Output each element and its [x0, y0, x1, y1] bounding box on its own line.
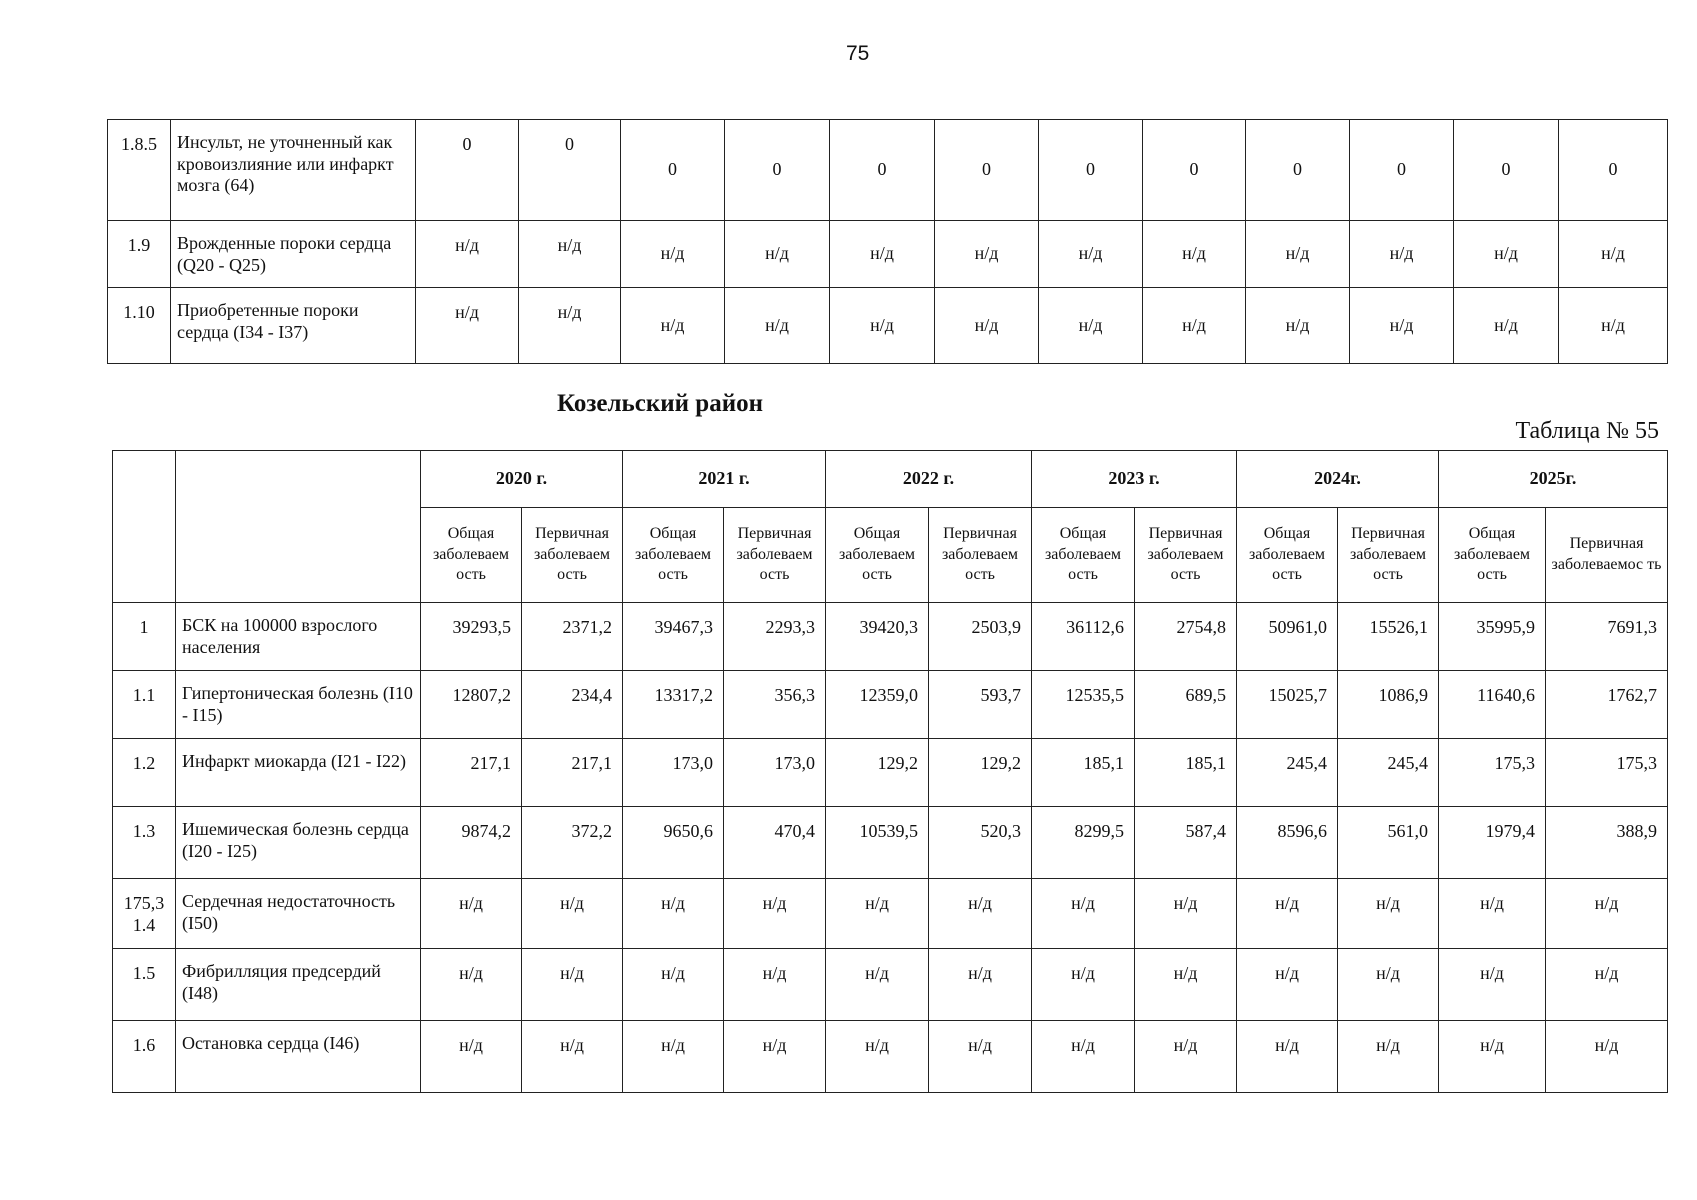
previous-table-continuation — [107, 119, 1668, 364]
value-cell: 245,4 — [1338, 739, 1439, 807]
value-cell: 587,4 — [1135, 807, 1237, 879]
value-cell: 15526,1 — [1338, 603, 1439, 671]
year-header: 2021 г. — [623, 451, 826, 508]
value-cell: н/д — [1439, 949, 1546, 1021]
year-header: 2020 г. — [421, 451, 623, 508]
value-cell: н/д — [1350, 288, 1454, 364]
value-cell: 185,1 — [1032, 739, 1135, 807]
value-cell: н/д — [1143, 221, 1246, 288]
value-cell: 39293,5 — [421, 603, 522, 671]
value-cell: 593,7 — [929, 671, 1032, 739]
value-cell: 2754,8 — [1135, 603, 1237, 671]
value-cell: 217,1 — [522, 739, 623, 807]
column-header: Первичная заболеваем ость — [1135, 508, 1237, 603]
value-cell: н/д — [1439, 1021, 1546, 1093]
value-cell: н/д — [724, 879, 826, 949]
value-cell: н/д — [725, 288, 830, 364]
value-cell: 356,3 — [724, 671, 826, 739]
year-header: 2025г. — [1439, 451, 1668, 508]
value-cell: н/д — [623, 949, 724, 1021]
value-cell: 12807,2 — [421, 671, 522, 739]
value-cell: 12359,0 — [826, 671, 929, 739]
table-row — [113, 1021, 1668, 1093]
row-number-cell: 1.6 — [113, 1021, 176, 1093]
row-number-cell: 1.2 — [113, 739, 176, 807]
value-cell: 689,5 — [1135, 671, 1237, 739]
value-cell: н/д — [623, 879, 724, 949]
value-cell: 129,2 — [826, 739, 929, 807]
value-cell: н/д — [1338, 949, 1439, 1021]
value-cell: н/д — [621, 288, 725, 364]
value-cell: н/д — [1350, 221, 1454, 288]
num-header-cell — [113, 451, 176, 603]
row-number-cell: 1 — [113, 603, 176, 671]
value-cell: 35995,9 — [1439, 603, 1546, 671]
table-row — [108, 221, 1668, 288]
table-row — [108, 120, 1668, 221]
value-cell: н/д — [1032, 1021, 1135, 1093]
row-name-cell: Приобретенные пороки сердца (I34 - I37) — [171, 288, 416, 364]
value-cell: 175,3 — [1546, 739, 1668, 807]
value-cell: н/д — [1039, 221, 1143, 288]
table-label: Таблица № 55 — [1515, 418, 1659, 444]
value-cell: н/д — [826, 1021, 929, 1093]
value-cell: н/д — [935, 221, 1039, 288]
value-cell: 0 — [1039, 120, 1143, 221]
year-header: 2024г. — [1237, 451, 1439, 508]
value-cell: 1979,4 — [1439, 807, 1546, 879]
section-title: Козельский район — [556, 390, 764, 417]
value-cell: 2503,9 — [929, 603, 1032, 671]
value-cell: 173,0 — [623, 739, 724, 807]
value-cell: н/д — [519, 288, 621, 364]
value-cell: н/д — [1338, 1021, 1439, 1093]
value-cell: 0 — [519, 120, 621, 221]
row-name-cell: Фибрилляция предсердий (I48) — [176, 949, 421, 1021]
value-cell: н/д — [826, 949, 929, 1021]
value-cell: 36112,6 — [1032, 603, 1135, 671]
value-cell: н/д — [1454, 288, 1559, 364]
value-cell: н/д — [929, 879, 1032, 949]
value-cell: н/д — [1032, 949, 1135, 1021]
column-header: Общая заболеваем ость — [1032, 508, 1135, 603]
value-cell: 470,4 — [724, 807, 826, 879]
value-cell: н/д — [1135, 879, 1237, 949]
value-cell: н/д — [724, 1021, 826, 1093]
value-cell: 10539,5 — [826, 807, 929, 879]
row-number-cell: 1.3 — [113, 807, 176, 879]
value-cell: 8299,5 — [1032, 807, 1135, 879]
value-cell: 388,9 — [1546, 807, 1668, 879]
value-cell: 0 — [830, 120, 935, 221]
name-header-cell — [176, 451, 421, 603]
value-cell: н/д — [1546, 879, 1668, 949]
table-row — [113, 949, 1668, 1021]
value-cell: 372,2 — [522, 807, 623, 879]
value-cell: н/д — [1135, 1021, 1237, 1093]
year-header: 2023 г. — [1032, 451, 1237, 508]
value-cell: 8596,6 — [1237, 807, 1338, 879]
column-header: Первичная заболеваем ость — [724, 508, 826, 603]
row-number-cell: 1.10 — [108, 288, 171, 364]
row-name-cell: Врожденные пороки сердца (Q20 - Q25) — [171, 221, 416, 288]
value-cell: н/д — [1439, 879, 1546, 949]
value-cell: н/д — [725, 221, 830, 288]
value-cell: 9650,6 — [623, 807, 724, 879]
table-row — [113, 807, 1668, 879]
value-cell: 520,3 — [929, 807, 1032, 879]
value-cell: н/д — [1338, 879, 1439, 949]
value-cell: н/д — [1032, 879, 1135, 949]
value-cell: 234,4 — [522, 671, 623, 739]
value-cell: 12535,5 — [1032, 671, 1135, 739]
value-cell: 1086,9 — [1338, 671, 1439, 739]
value-cell: 0 — [1559, 120, 1668, 221]
value-cell: н/д — [830, 221, 935, 288]
value-cell: н/д — [1039, 288, 1143, 364]
value-cell: н/д — [416, 221, 519, 288]
column-header: Общая заболеваем ость — [826, 508, 929, 603]
column-header: Общая заболеваем ость — [1237, 508, 1338, 603]
row-number-cell: 1.8.5 — [108, 120, 171, 221]
value-cell: н/д — [826, 879, 929, 949]
value-cell: 13317,2 — [623, 671, 724, 739]
value-cell: н/д — [1246, 221, 1350, 288]
value-cell: 39467,3 — [623, 603, 724, 671]
value-cell: 0 — [1246, 120, 1350, 221]
value-cell: 39420,3 — [826, 603, 929, 671]
row-name-cell: Сердечная недостаточность (I50) — [176, 879, 421, 949]
value-cell: н/д — [519, 221, 621, 288]
value-cell: 2293,3 — [724, 603, 826, 671]
table-row — [113, 671, 1668, 739]
value-cell: н/д — [421, 879, 522, 949]
value-cell: 9874,2 — [421, 807, 522, 879]
page-number: 75 — [846, 42, 870, 65]
value-cell: н/д — [522, 949, 623, 1021]
value-cell: 0 — [416, 120, 519, 221]
year-header-row — [113, 451, 1668, 508]
value-cell: 0 — [621, 120, 725, 221]
value-cell: н/д — [724, 949, 826, 1021]
row-number-cell: 1.5 — [113, 949, 176, 1021]
value-cell: н/д — [1246, 288, 1350, 364]
value-cell: н/д — [929, 1021, 1032, 1093]
value-cell: н/д — [421, 949, 522, 1021]
year-header: 2022 г. — [826, 451, 1032, 508]
value-cell: н/д — [1237, 879, 1338, 949]
row-name-cell: Гипертоническая болезнь (I10 - I15) — [176, 671, 421, 739]
column-header: Общая заболеваем ость — [421, 508, 522, 603]
column-header: Общая заболеваем ость — [623, 508, 724, 603]
value-cell: 0 — [1350, 120, 1454, 221]
value-cell: н/д — [1546, 949, 1668, 1021]
value-cell: 50961,0 — [1237, 603, 1338, 671]
column-header: Первичная заболеваем ость — [1338, 508, 1439, 603]
column-header: Первичная заболеваем ость — [929, 508, 1032, 603]
column-header: Первичная заболеваемос ть — [1546, 508, 1668, 603]
morbidity-table — [112, 450, 1668, 1093]
value-cell: н/д — [1559, 221, 1668, 288]
value-cell: 0 — [725, 120, 830, 221]
value-cell: н/д — [416, 288, 519, 364]
value-cell: 245,4 — [1237, 739, 1338, 807]
row-number-cell: 1.1 — [113, 671, 176, 739]
value-cell: н/д — [621, 221, 725, 288]
value-cell: н/д — [623, 1021, 724, 1093]
row-name-cell: Инсульт, не уточненный как кровоизлияние или инфаркт мозга (64) — [171, 120, 416, 221]
row-number-cell: 1.9 — [108, 221, 171, 288]
value-cell: н/д — [1546, 1021, 1668, 1093]
value-cell: 2371,2 — [522, 603, 623, 671]
table-row — [113, 739, 1668, 807]
table-row — [113, 603, 1668, 671]
row-name-cell: Остановка сердца (I46) — [176, 1021, 421, 1093]
value-cell: 129,2 — [929, 739, 1032, 807]
value-cell: н/д — [421, 1021, 522, 1093]
value-cell: н/д — [1135, 949, 1237, 1021]
row-name-cell: Инфаркт миокарда (I21 - I22) — [176, 739, 421, 807]
value-cell: 173,0 — [724, 739, 826, 807]
value-cell: 175,3 — [1439, 739, 1546, 807]
value-cell: н/д — [522, 879, 623, 949]
value-cell: н/д — [522, 1021, 623, 1093]
value-cell: н/д — [935, 288, 1039, 364]
value-cell: 0 — [1454, 120, 1559, 221]
value-cell: н/д — [929, 949, 1032, 1021]
column-header: Первичная заболеваем ость — [522, 508, 623, 603]
value-cell: 185,1 — [1135, 739, 1237, 807]
value-cell: 1762,7 — [1546, 671, 1668, 739]
value-cell: 11640,6 — [1439, 671, 1546, 739]
row-name-cell: Ишемическая болезнь сердца (I20 - I25) — [176, 807, 421, 879]
value-cell: 0 — [1143, 120, 1246, 221]
value-cell: 15025,7 — [1237, 671, 1338, 739]
column-header: Общая заболеваем ость — [1439, 508, 1546, 603]
value-cell: н/д — [1454, 221, 1559, 288]
value-cell: н/д — [1237, 1021, 1338, 1093]
row-number-cell: 175,3 1.4 — [113, 879, 176, 949]
value-cell: н/д — [830, 288, 935, 364]
table-row — [108, 288, 1668, 364]
value-cell: н/д — [1237, 949, 1338, 1021]
table-row — [113, 879, 1668, 949]
value-cell: 561,0 — [1338, 807, 1439, 879]
value-cell: н/д — [1143, 288, 1246, 364]
value-cell: 7691,3 — [1546, 603, 1668, 671]
value-cell: 217,1 — [421, 739, 522, 807]
value-cell: н/д — [1559, 288, 1668, 364]
value-cell: 0 — [935, 120, 1039, 221]
row-name-cell: БСК на 100000 взрослого населения — [176, 603, 421, 671]
